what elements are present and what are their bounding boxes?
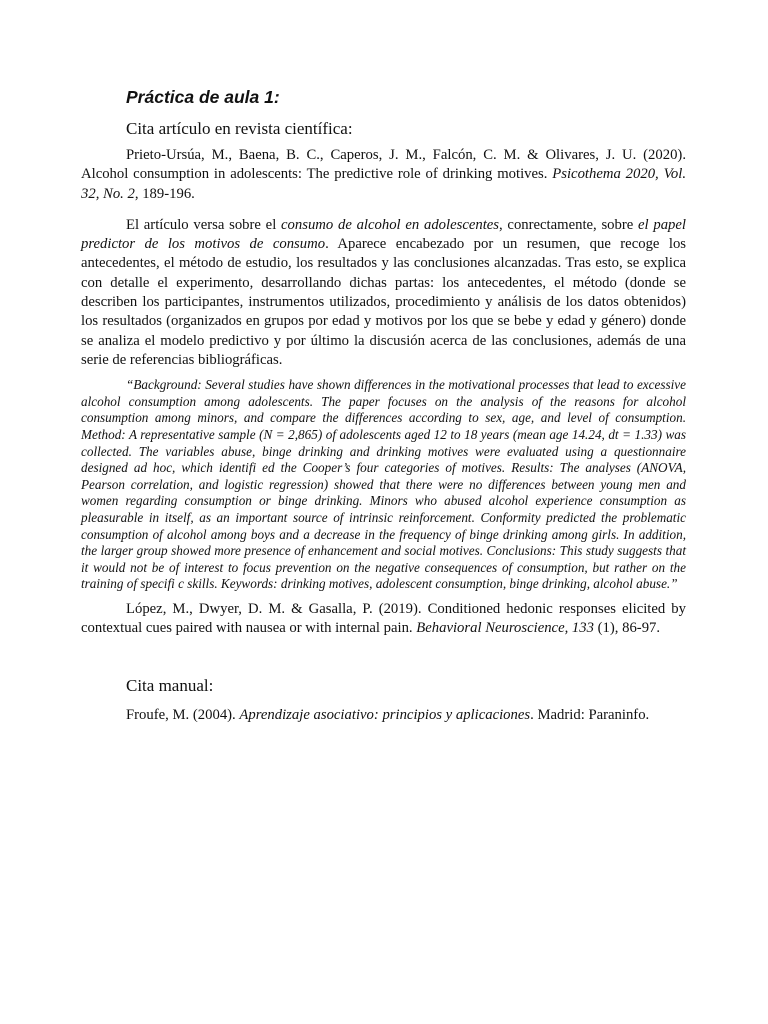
document-page bbox=[81, 86, 686, 725]
summary-text: . Aparece encabezado por un resumen, que recoge los antecedentes, el método de estudio, los resultados y las conclusiones alcanzadas. Tras esto, se explica con detalle el experimento, desarrollando dichas partas: los antecedentes, el método (donde se describen los participantes, instrumentos utilizados, procedimiento y análisis de los datos obtenidos) los resultados (organizados en grupos por edad y motivos por los que se bebe y edad y género) donde se analiza el modelo predictivo y por último la discusión acerca de las conclusiones, además de una serie de referencias bibliográficas. bbox=[81, 236, 687, 368]
summary-text: , conrectamente, sobre bbox=[499, 216, 639, 233]
summary-emphasis: consumo de alcohol en adolescentes bbox=[281, 216, 500, 233]
abstract-quote: “Background: Several studies have shown differences in the motivational processes that lead to excessive alcohol consumption among adolescents. The paper focuses on the analysis of the reasons for alcohol consumption among minors, and compare the differences according to sex, age, and level of consumption. Method: A representative sample (N = 2,865) of adolescents aged 12 to 18 years (mean age 14.24, dt = 1.33) was collected. The variables abuse, binge drinking and drinking motives were evaluated using a questionnaire designed ad hoc, which identifi ed the Cooper’s four categories of motives. Results: The analyses (ANOVA, Pearson correlation, and logistic regression) showed that there were no differences between young men and women regarding consumption or binge drinking. Minors who abused alcohol experience consumption as pleasurable in itself, as an important source of intrinsic reinforcement. Conformity predicted the problematic consumption of alcohol among boys and a decrease in the frequency of binge drinking among girls. In addition, the larger group showed more presence of enhancement and social motives. Conclusions: This study suggests that it would not be of interest to focus prevention on the negative consequences of consumption, but rather on the training of specifi c skills. Keywords: drinking motives, adolescent consumption, binge drinking, alcohol abuse.” bbox=[81, 377, 686, 592]
reference-text: Prieto-Ursúa, M., Baena, B. C., Caperos, J. M., Falcón, C. M. & Olivares, J. U. (2020). Alcohol consumption in adolescents: The predictive role of drinking motives. bbox=[81, 147, 686, 183]
summary-paragraph bbox=[81, 216, 686, 370]
reference-pages: , 189-196. bbox=[134, 185, 195, 202]
reference-journal: Behavioral Neuroscience, 133 bbox=[416, 620, 594, 637]
reference-text: Froufe, M. (2004). bbox=[126, 706, 240, 723]
section-manual-heading: Cita manual: bbox=[126, 675, 214, 695]
reference-pages: (1), 86-97. bbox=[593, 620, 661, 637]
summary-text: El artículo versa sobre el bbox=[126, 216, 282, 233]
summary-emphasis: el papel predictor de los motivos de consumo bbox=[81, 216, 686, 253]
reference-publisher: . Madrid: Paraninfo. bbox=[530, 706, 650, 723]
reference-journal: Psicothema 2020, Vol. 32, No. 2 bbox=[81, 166, 687, 202]
document-heading: Práctica de aula 1: bbox=[126, 87, 280, 107]
reference-book bbox=[81, 706, 686, 725]
reference-title: Aprendizaje asociativo: principios y aplicaciones bbox=[239, 706, 531, 723]
reference-text: López, M., Dwyer, D. M. & Gasalla, P. (2019). Conditioned hedonic responses elicited by contextual cues paired with nausea or with internal pain. bbox=[81, 600, 686, 637]
reference-article-1 bbox=[81, 146, 686, 204]
section-article-heading: Cita artículo en revista científica: bbox=[126, 119, 353, 138]
reference-article-2 bbox=[81, 600, 686, 639]
